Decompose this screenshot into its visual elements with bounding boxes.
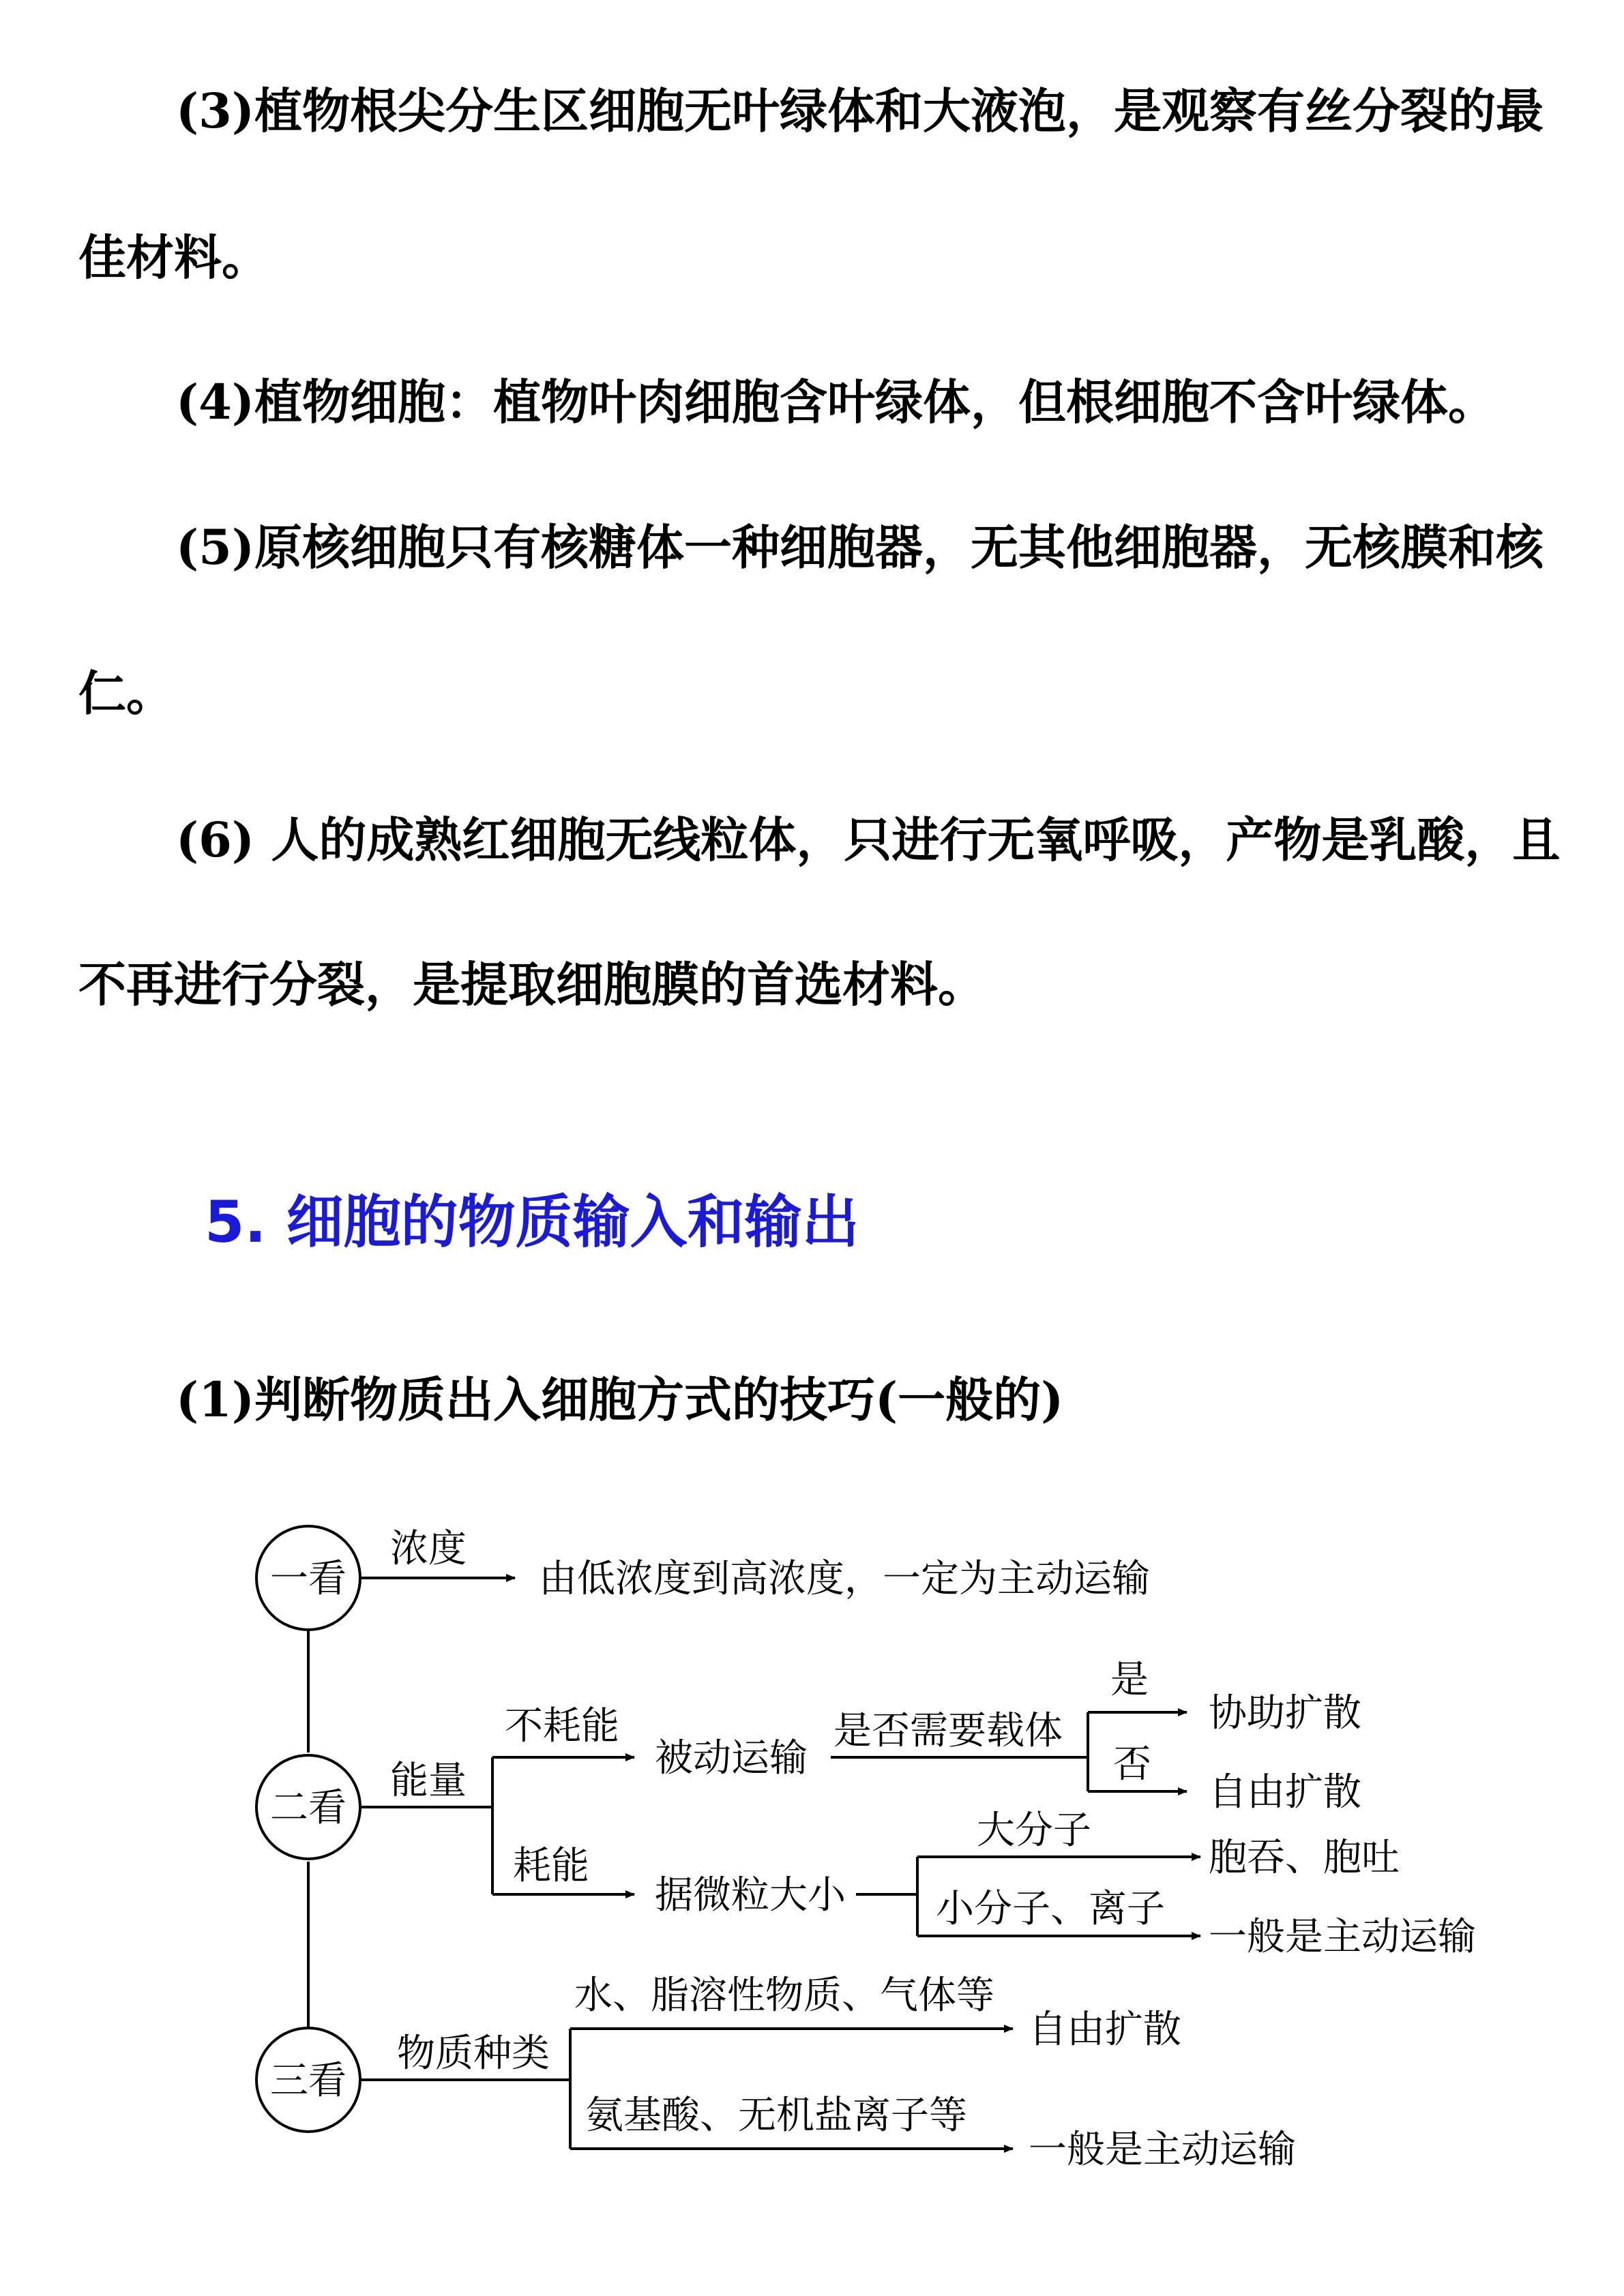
active-transport-1: 一般是主动运输 bbox=[1209, 1915, 1476, 1959]
paragraph-5-line-2: 仁。 bbox=[78, 665, 174, 721]
paragraph-6-line-1: (6) 人的成熟红细胞无线粒体，只进行无氧呼吸，产物是乳酸，且 bbox=[176, 811, 1561, 868]
paragraph-4: (4)植物细胞：植物叶肉细胞含叶绿体，但根细胞不含叶绿体。 bbox=[176, 374, 1496, 430]
concentration-label: 浓度 bbox=[390, 1527, 467, 1571]
free-diffusion-1: 自由扩散 bbox=[1209, 1770, 1361, 1815]
no-label: 否 bbox=[1113, 1742, 1151, 1787]
no-energy-label: 不耗能 bbox=[505, 1704, 619, 1748]
small-molecule-label: 小分子、离子 bbox=[936, 1887, 1165, 1931]
active-transport-2: 一般是主动运输 bbox=[1029, 2128, 1296, 2172]
yes-label: 是 bbox=[1110, 1658, 1149, 1702]
macromolecule-label: 大分子 bbox=[977, 1808, 1091, 1853]
facilitated-diffusion: 协助扩散 bbox=[1209, 1691, 1361, 1735]
substance-type-label: 物质种类 bbox=[397, 2031, 550, 2076]
look2-label: 二看 bbox=[270, 1786, 346, 1830]
section-heading: 5. 细胞的物质输入和输出 bbox=[205, 1189, 859, 1255]
look1-label: 一看 bbox=[270, 1557, 346, 1601]
by-size-label: 据微粒大小 bbox=[655, 1873, 846, 1918]
section-subheading: (1)判断物质出入细胞方式的技巧(一般的) bbox=[176, 1371, 1064, 1428]
paragraph-6-line-2: 不再进行分裂，是提取细胞膜的首选材料。 bbox=[78, 956, 986, 1013]
look3-label: 三看 bbox=[270, 2059, 346, 2103]
passive-transport: 被动运输 bbox=[655, 1736, 808, 1780]
amino-etc-label: 氨基酸、无机盐离子等 bbox=[585, 2093, 967, 2138]
paragraph-3-line-1: (3)植物根尖分生区细胞无叶绿体和大液泡，是观察有丝分裂的最 bbox=[176, 83, 1544, 139]
endo-exocytosis: 胞吞、胞吐 bbox=[1209, 1836, 1400, 1880]
paragraph-5-line-1: (5)原核细胞只有核糖体一种细胞器，无其他细胞器，无核膜和核 bbox=[176, 519, 1544, 576]
water-etc-label: 水、脂溶性物质、气体等 bbox=[574, 1973, 994, 2018]
paragraph-3-line-2: 佳材料。 bbox=[78, 229, 269, 286]
concentration-result: 由低浓度到高浓度，一定为主动运输 bbox=[539, 1557, 1150, 1601]
free-diffusion-2: 自由扩散 bbox=[1029, 2008, 1181, 2052]
energy-branch-label: 能量 bbox=[390, 1759, 467, 1803]
need-carrier-label: 是否需要载体 bbox=[833, 1709, 1063, 1753]
energy-label: 耗能 bbox=[513, 1844, 589, 1888]
